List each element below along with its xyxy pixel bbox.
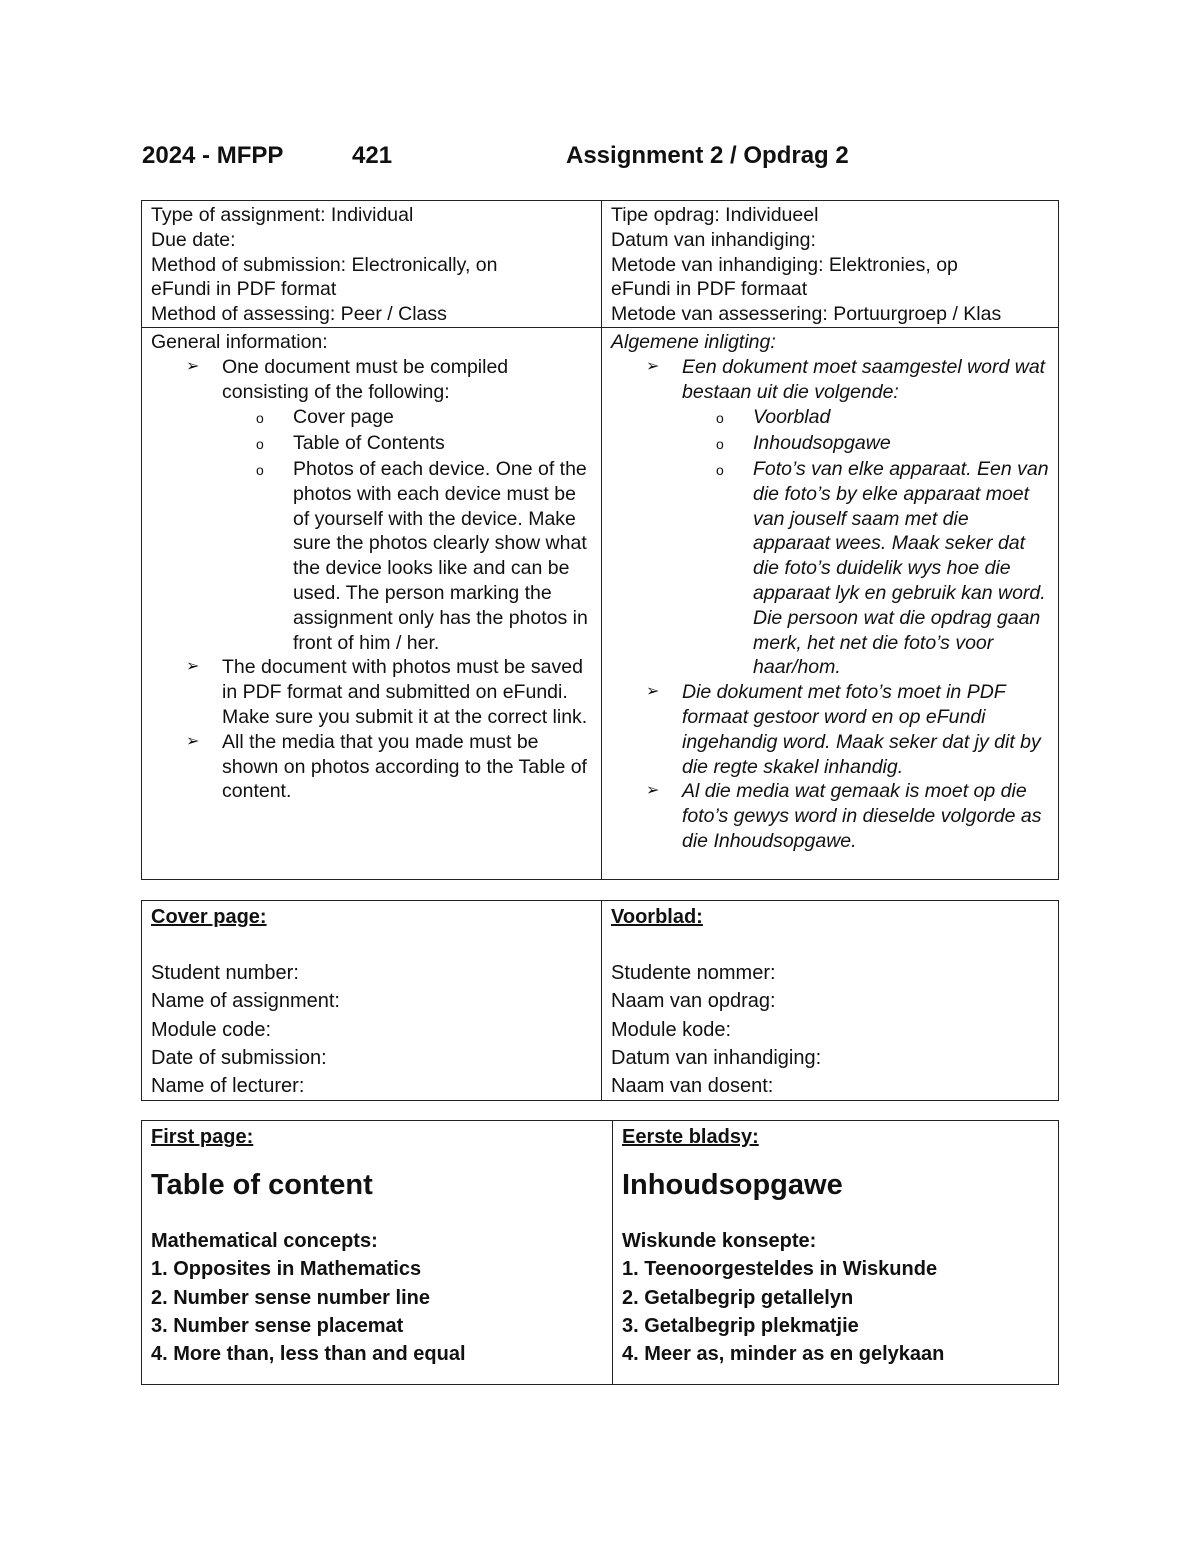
detail-line: Method of submission: Electronically, on <box>151 253 498 276</box>
cover-field: Name of assignment: <box>151 990 340 1013</box>
detail-line: Metode van inhandiging: Elektronies, op <box>611 253 958 276</box>
circle-bullet-icon: o <box>256 461 264 478</box>
general-info-heading: Algemene inligting: <box>611 330 776 353</box>
cover-page-heading: Cover page: <box>151 906 267 928</box>
sub-bullet-list <box>222 405 592 655</box>
list-item <box>186 730 592 804</box>
first-page-heading: First page: <box>151 1126 254 1148</box>
list-item <box>646 779 1049 853</box>
first-page-af <box>613 1121 1059 1385</box>
first-page-heading: Eerste bladsy: <box>622 1126 759 1148</box>
cover-field: Student number: <box>151 962 299 985</box>
list-item <box>256 405 592 430</box>
course-title: 2024 - MFPP <box>142 142 284 169</box>
circle-bullet-icon: o <box>716 461 724 478</box>
course-code: 421 <box>352 142 393 169</box>
circle-bullet-icon: o <box>256 410 264 427</box>
list-item-text: Al die media wat gemaak is moet op die foto’s gewys word in dieselde volgorde as die Inhoudsopgawe. <box>682 780 1042 852</box>
list-item-text: Cover page <box>293 406 394 429</box>
list-item-text: Inhoudsopgawe <box>753 432 891 455</box>
cover-field: Name of lecturer: <box>151 1075 305 1098</box>
first-page-table <box>141 1120 1059 1385</box>
cover-page-af <box>602 901 1059 1101</box>
list-item <box>186 355 592 656</box>
toc-item: 3. Getalbegrip plekmatjie <box>622 1314 859 1337</box>
cover-field: Date of submission: <box>151 1046 327 1069</box>
cover-field: Module kode: <box>611 1018 732 1041</box>
cover-field: Datum van inhandiging: <box>611 1046 822 1069</box>
toc-item: 2. Number sense number line <box>151 1286 430 1309</box>
list-item <box>186 655 592 729</box>
detail-line: Method of assessing: Peer / Class <box>151 303 447 326</box>
cover-page-heading: Voorblad: <box>611 906 703 928</box>
arrow-bullet-icon: ➢ <box>186 732 200 750</box>
toc-title: Inhoudsopgawe <box>622 1169 843 1202</box>
circle-bullet-icon: o <box>716 436 724 453</box>
detail-line: Datum van inhandiging: <box>611 228 816 251</box>
list-item-text: All the media that you made must be shown on photos according to the Table of content. <box>222 730 587 803</box>
list-item <box>716 431 1049 456</box>
circle-bullet-icon: o <box>256 436 264 453</box>
cover-field: Studente nommer: <box>611 962 776 985</box>
list-item <box>256 457 592 655</box>
general-info-heading: General information: <box>151 330 328 353</box>
arrow-bullet-icon: ➢ <box>646 782 660 800</box>
toc-item: 1. Opposites in Mathematics <box>151 1258 422 1281</box>
cover-page-table <box>141 900 1059 1101</box>
details-af <box>602 201 1059 328</box>
toc-item: 1. Teenoorgesteldes in Wiskunde <box>622 1258 938 1281</box>
list-item <box>646 355 1049 680</box>
toc-title: Table of content <box>151 1169 373 1202</box>
bullet-list <box>151 355 592 804</box>
list-item <box>716 457 1049 680</box>
cover-field: Naam van opdrag: <box>611 990 776 1013</box>
assignment-title: Assignment 2 / Opdrag 2 <box>566 142 849 169</box>
cover-field: Module code: <box>151 1018 272 1041</box>
list-item <box>256 431 592 456</box>
list-item-text: Photos of each device. One of the photos with each device must be of yourself with the device. Make sure the photos clearly show what the device looks like and can be used. The person marking the assignment only has the photos in front of him / her. <box>293 457 588 654</box>
detail-line: eFundi in PDF format <box>151 278 337 301</box>
arrow-bullet-icon: ➢ <box>186 658 200 676</box>
detail-line: Metode van assessering: Portuurgroep / Klas <box>611 303 1002 326</box>
list-item-text: Voorblad <box>753 406 831 429</box>
list-item-text: Table of Contents <box>293 432 445 455</box>
cover-field: Naam van dosent: <box>611 1075 774 1098</box>
toc-item: 3. Number sense placemat <box>151 1314 404 1337</box>
arrow-bullet-icon: ➢ <box>186 357 200 375</box>
detail-line: Due date: <box>151 228 236 251</box>
list-item <box>716 405 1049 430</box>
concepts-heading: Mathematical concepts: <box>151 1230 378 1253</box>
assignment-info-table <box>141 200 1059 880</box>
list-item-text: One document must be compiled consisting of the following: <box>222 355 509 403</box>
arrow-bullet-icon: ➢ <box>646 357 660 375</box>
list-item-text: The document with photos must be saved in PDF format and submitted on eFundi. Make sure you submit it at the correct link. <box>222 656 588 728</box>
list-item-text: Een dokument moet saamgestel word wat bestaan uit die volgende: <box>682 355 1046 403</box>
first-page-en <box>142 1121 613 1385</box>
list-item-text: Die dokument met foto’s moet in PDF formaat gestoor word en op eFundi ingehandig word. Maak seker dat jy dit by die regte skakel inhandig. <box>682 681 1041 778</box>
general-info-af <box>602 327 1059 879</box>
toc-item: 4. Meer as, minder as en gelykaan <box>622 1343 945 1366</box>
bullet-list <box>611 355 1049 854</box>
general-info-en <box>142 327 602 879</box>
list-item <box>646 680 1049 779</box>
circle-bullet-icon: o <box>716 410 724 427</box>
detail-line: Type of assignment: Individual <box>151 204 414 226</box>
concepts-heading: Wiskunde konsepte: <box>622 1230 817 1253</box>
toc-item: 2. Getalbegrip getallelyn <box>622 1286 854 1309</box>
cover-page-en <box>142 901 602 1101</box>
sub-bullet-list <box>682 405 1049 680</box>
details-en <box>142 201 602 328</box>
toc-item: 4. More than, less than and equal <box>151 1343 466 1366</box>
list-item-text: Foto’s van elke apparaat. Een van die foto’s by elke apparaat moet van jouself saam met die apparaat wees. Maak seker dat die foto’s duidelik wys hoe die apparaat lyk en gebruik kan word. Die persoon wat die opdrag gaan merk, het net die foto’s voor haar/hom. <box>753 457 1049 679</box>
arrow-bullet-icon: ➢ <box>646 683 660 701</box>
detail-line: eFundi in PDF formaat <box>611 278 808 301</box>
detail-line: Tipe opdrag: Individueel <box>611 204 819 226</box>
